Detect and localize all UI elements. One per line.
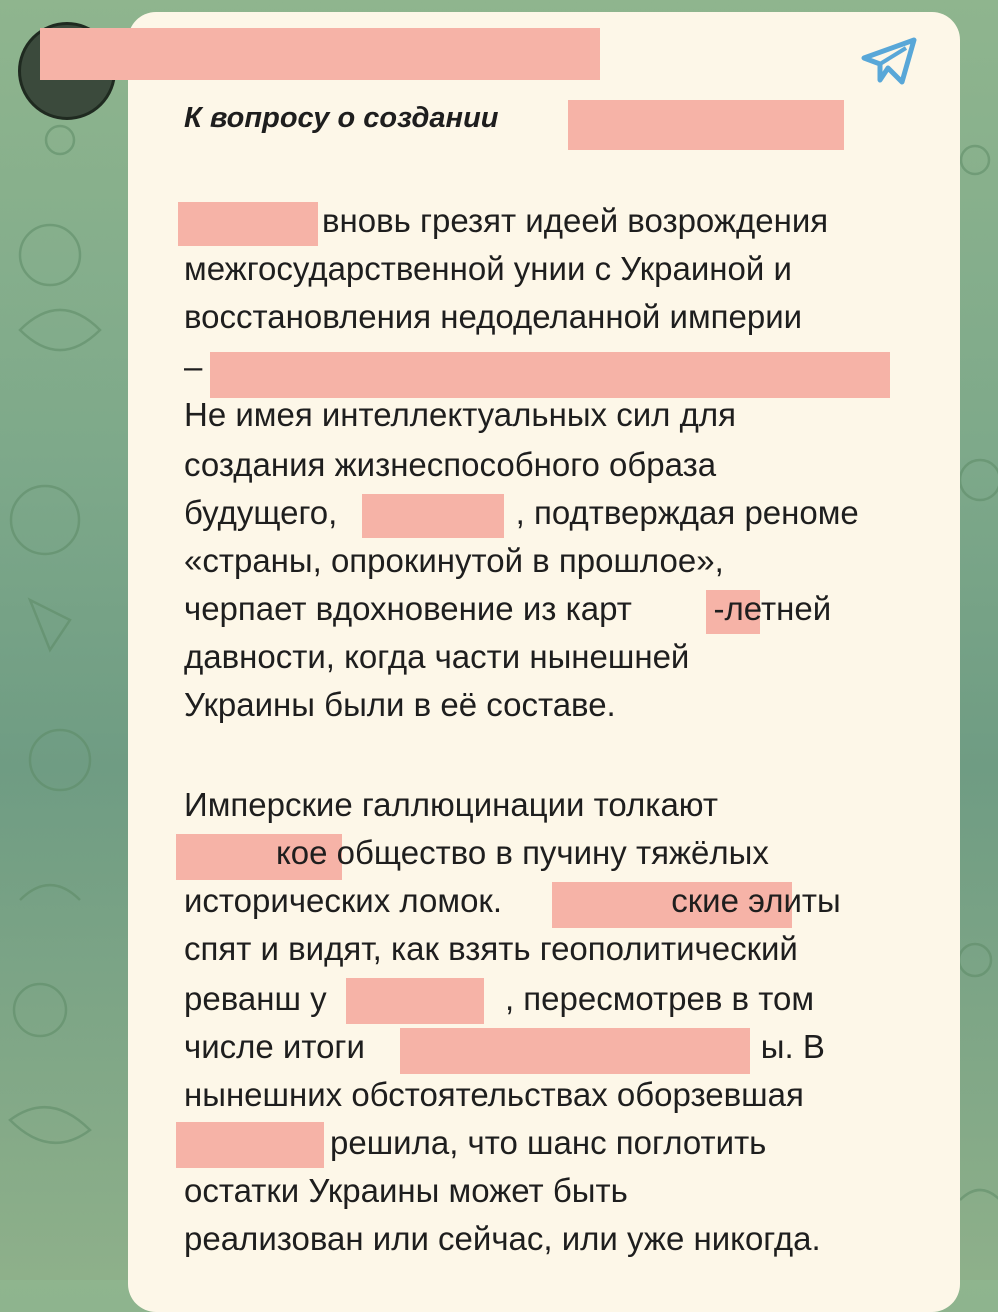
message-line: реванш у ⠀⠀⠀⠀⠀⠀⠀, пересмотрев в том (184, 980, 815, 1017)
redaction-line-19 (176, 1122, 324, 1168)
telegram-share-icon[interactable] (860, 36, 920, 86)
message-line: остатки Украины может быть (184, 1172, 628, 1209)
message-line: спят и видят, как взять геополитический (184, 930, 798, 967)
message-line: давности, когда части нынешней (184, 638, 690, 675)
message-line: решила, что шанс поглотить (330, 1124, 767, 1161)
message-line: межгосударственной унии с Украиной и (184, 250, 792, 287)
message-line: «страны, опрокинутой в прошлое», (184, 542, 724, 579)
message-line: черпает вдохновение из карт ⠀⠀⠀-летней (184, 590, 832, 627)
message-line: реализован или сейчас, или уже никогда. (184, 1220, 821, 1257)
message-line: создания жизнеспособного образа (184, 446, 717, 483)
message-line: вновь грезят идеей возрождения (322, 202, 829, 239)
message-line: – (184, 348, 203, 385)
message-line: восстановления недоделанной империи (184, 298, 803, 335)
redaction-line-1 (178, 202, 318, 246)
redaction-title (568, 100, 844, 150)
redaction-header (40, 28, 600, 80)
message-line: нынешних обстоятельствах оборзевшая (184, 1076, 804, 1113)
message-line: числе итоги ⠀⠀⠀⠀⠀⠀⠀⠀⠀⠀⠀⠀⠀⠀⠀⠀ы. В (184, 1028, 825, 1065)
message-line: будущего, ⠀⠀⠀⠀⠀⠀⠀, подтверждая реноме (184, 494, 859, 531)
message-line: Не имея интеллектуальных сил для (184, 396, 736, 433)
message-line: Украины были в её составе. (184, 686, 616, 723)
message-line: Имперские галлюцинации толкают (184, 786, 718, 823)
message-line: кое общество в пучину тяжёлых (276, 834, 769, 871)
message-title: К вопросу о создании (184, 102, 499, 134)
message-line: исторических ломок.⠀⠀⠀⠀⠀⠀⠀ские элиты (184, 882, 841, 919)
